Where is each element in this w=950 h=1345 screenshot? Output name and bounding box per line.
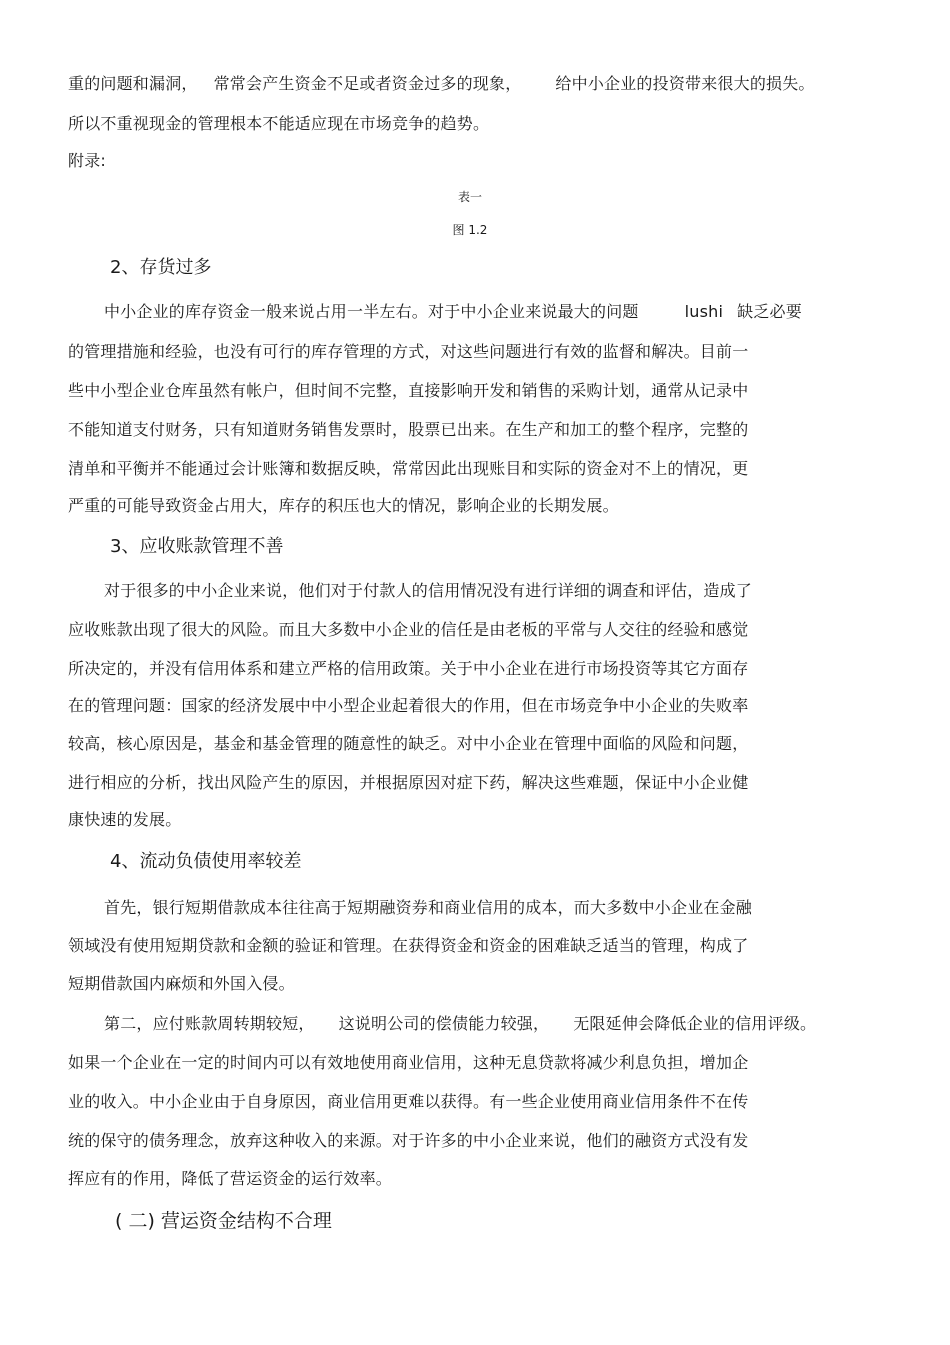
- section-4-paragraph-2-line: [104, 1014, 816, 1034]
- section-4-heading: 4、流动负债使用率较差: [110, 851, 302, 872]
- section-4-paragraph-1-line: 领域没有使用短期贷款和金额的验证和管理。在获得资金和资金的困难缺乏适当的管理，构成了: [68, 936, 749, 955]
- section-2-line-1-part-c: 缺乏必要: [737, 302, 802, 321]
- intro-line-1: [68, 74, 815, 94]
- section-4-paragraph-2-part-c: 无限延伸会降低企业的信用评级。: [573, 1014, 817, 1033]
- intro-line-2: 所以不重视现金的管理根本不能适应现在市场竞争的趋势。: [68, 114, 490, 133]
- section-2-heading: 2、存货过多: [110, 257, 212, 278]
- section-2-line: [104, 302, 802, 322]
- section-2-line: 些中小型企业仓库虽然有帐户，但时间不完整，直接影响开发和销售的采购计划，通常从记录中: [68, 381, 749, 400]
- section-4-paragraph-2-line: 业的收入。中小企业由于自身原因，商业信用更难以获得。有一些企业使用商业信用条件不在传: [68, 1092, 749, 1111]
- section-3-line: 对于很多的中小企业来说，他们对于付款人的信用情况没有进行详细的调查和评估，造成了: [104, 581, 753, 600]
- section-2-line: 严重的可能导致资金占用大，库存的积压也大的情况，影响企业的长期发展。: [68, 496, 619, 515]
- section-2-line: 清单和平衡并不能通过会计账簿和数据反映，常常因此出现账目和实际的资金对不上的情况，更: [68, 459, 749, 478]
- section-4-paragraph-1-line: 短期借款国内麻烦和外国入侵。: [68, 974, 295, 993]
- section-2-line-1-part-a: 中小企业的库存资金一般来说占用一半左右。对于中小企业来说最大的问题: [104, 302, 639, 321]
- section-3-line: 进行相应的分析，找出风险产生的原因，并根据原因对症下药，解决这些难题，保证中小企业健: [68, 773, 749, 792]
- section-3-line: 较高，核心原因是，基金和基金管理的随意性的缺乏。对中小企业在管理中面临的风险和问题，: [68, 734, 749, 753]
- section-4-paragraph-2-line: 如果一个企业在一定的时间内可以有效地使用商业信用，这种无息贷款将减少利息负担，增加企: [68, 1053, 749, 1072]
- intro-line-1-part-b: 常常会产生资金不足或者资金过多的现象，: [213, 74, 522, 93]
- section-2-line-1-part-b: lushi: [684, 302, 724, 321]
- figure-caption: 图 1.2: [452, 223, 488, 237]
- section-2-line: 不能知道支付财务，只有知道财务销售发票时，股票已出来。在生产和加工的整个程序，完整的: [68, 420, 749, 439]
- section-4-paragraph-2-part-b: 这说明公司的偿债能力较强，: [338, 1014, 550, 1033]
- section-2-line: 的管理措施和经验，也没有可行的库存管理的方式，对这些问题进行有效的监督和解决。目前一: [68, 342, 749, 361]
- section-3-heading: 3、应收账款管理不善: [110, 536, 284, 557]
- intro-line-1-part-c: 给中小企业的投资带来很大的损失。: [555, 74, 815, 93]
- section-3-line: 应收账款出现了很大的风险。而且大多数中小企业的信任是由老板的平常与人交往的经验和感觉: [68, 620, 749, 639]
- section-3-line: 所决定的，并没有信用体系和建立严格的信用政策。关于中小企业在进行市场投资等其它方面存: [68, 659, 749, 678]
- section-4-paragraph-2-line: 统的保守的债务理念，放弃这种收入的来源。对于许多的中小企业来说，他们的融资方式没有发: [68, 1131, 749, 1150]
- table-caption: 表一: [457, 190, 482, 204]
- appendix-label: 附录:: [68, 151, 106, 170]
- intro-line-1-part-a: 重的问题和漏洞，: [68, 74, 198, 93]
- section-3-line: 在的管理问题：国家的经济发展中中小型企业起着很大的作用，但在市场竞争中小企业的失败率: [68, 696, 749, 715]
- section-3-line: 康快速的发展。: [68, 810, 182, 829]
- section-4-paragraph-1-line: 首先，银行短期借款成本往往高于短期融资券和商业信用的成本，而大多数中小企业在金融: [104, 898, 753, 917]
- section-2-structure-heading: ( 二) 营运资金结构不合理: [115, 1210, 332, 1232]
- section-4-paragraph-2-line: 挥应有的作用，降低了营运资金的运行效率。: [68, 1169, 393, 1188]
- section-4-paragraph-2-part-a: 第二，应付账款周转期较短，: [104, 1014, 315, 1033]
